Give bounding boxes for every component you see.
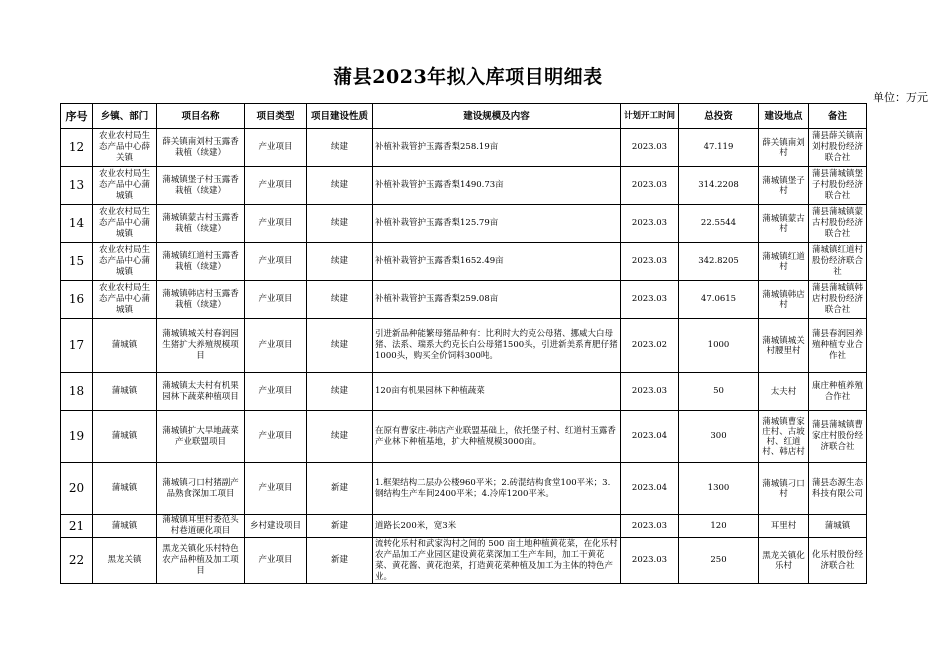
cell-town: 黑龙关镇	[93, 538, 157, 584]
cell-start: 2023.03	[621, 515, 679, 538]
cell-invest: 1300	[679, 463, 759, 515]
header-no: 序号	[61, 104, 93, 129]
cell-no: 20	[61, 463, 93, 515]
cell-nature: 续建	[307, 281, 373, 319]
header-type: 项目类型	[245, 104, 307, 129]
cell-location: 太夫村	[759, 373, 809, 411]
cell-start: 2023.03	[621, 167, 679, 205]
cell-type: 产业项目	[245, 129, 307, 167]
table-row	[61, 463, 867, 515]
cell-town: 蒲城镇	[93, 373, 157, 411]
cell-start: 2023.04	[621, 463, 679, 515]
cell-name: 黑龙关镇化乐村特色农产品种植及加工项目	[157, 538, 245, 584]
table-row	[61, 129, 867, 167]
cell-no: 15	[61, 243, 93, 281]
cell-remark: 蒲城镇红道村股份经济联合社	[809, 243, 867, 281]
cell-no: 16	[61, 281, 93, 319]
cell-type: 产业项目	[245, 411, 307, 463]
cell-invest: 314.2208	[679, 167, 759, 205]
cell-invest: 300	[679, 411, 759, 463]
header-name: 项目名称	[157, 104, 245, 129]
cell-invest: 250	[679, 538, 759, 584]
cell-nature: 续建	[307, 129, 373, 167]
cell-invest: 47.0615	[679, 281, 759, 319]
cell-location: 黑龙关镇化乐村	[759, 538, 809, 584]
cell-content: 补植补栽管护玉露香梨1490.73亩	[373, 167, 621, 205]
cell-name: 蒲城镇耳里村委范头村巷道硬化项目	[157, 515, 245, 538]
cell-no: 12	[61, 129, 93, 167]
cell-no: 21	[61, 515, 93, 538]
cell-town: 农业农村局生态产品中心薛关镇	[93, 129, 157, 167]
cell-type: 产业项目	[245, 319, 307, 373]
cell-type: 乡村建设项目	[245, 515, 307, 538]
cell-nature: 续建	[307, 411, 373, 463]
cell-remark: 康庄种植养殖合作社	[809, 373, 867, 411]
header-remark: 备注	[809, 104, 867, 129]
cell-location: 蒲城镇刁口村	[759, 463, 809, 515]
cell-start: 2023.03	[621, 538, 679, 584]
cell-content: 引进新品种能繁母猪品种有：比利时大约克公母猪、挪威大白母猪、法系、瑞系大约克长白公母猪1500头，引进新美系育肥仔猪1000头，购买全价饲料300吨。	[373, 319, 621, 373]
cell-name: 蒲城镇红道村玉露香栽植（续建）	[157, 243, 245, 281]
cell-name: 蒲城镇堡子村玉露香栽植（续建）	[157, 167, 245, 205]
cell-town: 农业农村局生态产品中心蒲城镇	[93, 281, 157, 319]
unit-label: 单位：万元	[873, 91, 928, 104]
cell-type: 产业项目	[245, 243, 307, 281]
header-location: 建设地点	[759, 104, 809, 129]
table-row	[61, 515, 867, 538]
cell-location: 蒲城镇城关村腰里村	[759, 319, 809, 373]
cell-remark: 蒲县蒲城镇韩店村股份经济联合社	[809, 281, 867, 319]
cell-invest: 342.8205	[679, 243, 759, 281]
cell-content: 120亩有机果园林下种植蔬菜	[373, 373, 621, 411]
cell-location: 蒲城镇堡子村	[759, 167, 809, 205]
cell-no: 17	[61, 319, 93, 373]
cell-town: 农业农村局生态产品中心蒲城镇	[93, 167, 157, 205]
cell-content: 1.框架结构二层办公楼960平米；2.砖混结构食堂100平米；3.钢结构生产车间2400平米；4.冷库1200平米。	[373, 463, 621, 515]
cell-name: 蒲城镇城关村春润园生猪扩大养殖规模项目	[157, 319, 245, 373]
cell-remark: 蒲县薛关镇南刘村股份经济联合社	[809, 129, 867, 167]
cell-town: 农业农村局生态产品中心蒲城镇	[93, 205, 157, 243]
cell-nature: 续建	[307, 205, 373, 243]
cell-start: 2023.03	[621, 373, 679, 411]
cell-name: 蒲城镇太夫村有机果园林下蔬菜种植项目	[157, 373, 245, 411]
cell-content: 道路长200米，宽3米	[373, 515, 621, 538]
cell-location: 耳里村	[759, 515, 809, 538]
cell-no: 14	[61, 205, 93, 243]
cell-start: 2023.03	[621, 243, 679, 281]
cell-name: 蒲城镇蒙古村玉露香栽植（续建）	[157, 205, 245, 243]
cell-start: 2023.03	[621, 281, 679, 319]
table-row	[61, 281, 867, 319]
cell-invest: 1000	[679, 319, 759, 373]
table-row	[61, 373, 867, 411]
cell-nature: 新建	[307, 538, 373, 584]
header-invest: 总投资	[679, 104, 759, 129]
cell-content: 流转化乐村和武家沟村之间的 500 亩土地种植黄花菜，在化乐村农产品加工产业园区建设黄花菜深加工生产车间，加工干黄花菜、黄花酱、黄花泡菜，打造黄花菜种植及加工为主体的特色产业。	[373, 538, 621, 584]
cell-invest: 47.119	[679, 129, 759, 167]
table-row	[61, 411, 867, 463]
cell-remark: 蒲城镇	[809, 515, 867, 538]
cell-type: 产业项目	[245, 373, 307, 411]
cell-no: 13	[61, 167, 93, 205]
cell-nature: 续建	[307, 373, 373, 411]
cell-start: 2023.02	[621, 319, 679, 373]
cell-nature: 续建	[307, 319, 373, 373]
cell-no: 19	[61, 411, 93, 463]
cell-location: 蒲城镇红道村	[759, 243, 809, 281]
table-row	[61, 167, 867, 205]
cell-location: 薛关镇南刘村	[759, 129, 809, 167]
cell-type: 产业项目	[245, 205, 307, 243]
cell-type: 产业项目	[245, 167, 307, 205]
cell-remark: 蒲县态源生态科技有限公司	[809, 463, 867, 515]
table-row	[61, 205, 867, 243]
page-title: 蒲县2023年拟入库项目明细表	[333, 66, 603, 88]
cell-remark: 蒲县蒲城镇蒙古村股份经济联合社	[809, 205, 867, 243]
cell-name: 蒲城镇韩店村玉露香栽植（续建）	[157, 281, 245, 319]
cell-start: 2023.03	[621, 205, 679, 243]
header-content: 建设规模及内容	[373, 104, 621, 129]
cell-content: 在原有曹家庄-韩店产业联盟基础上，依托堡子村、红道村玉露香产业林下种植基地，扩大种植规模3000亩。	[373, 411, 621, 463]
cell-content: 补植补栽管护玉露香梨125.79亩	[373, 205, 621, 243]
table-body	[61, 129, 867, 584]
header-town: 乡镇、部门	[93, 104, 157, 129]
cell-start: 2023.04	[621, 411, 679, 463]
cell-type: 产业项目	[245, 463, 307, 515]
cell-name: 蒲城镇扩大旱地蔬菜产业联盟项目	[157, 411, 245, 463]
table-row	[61, 243, 867, 281]
cell-type: 产业项目	[245, 281, 307, 319]
cell-nature: 新建	[307, 515, 373, 538]
cell-remark: 蒲县蒲城镇曹家庄村股份经济联合社	[809, 411, 867, 463]
cell-town: 蒲城镇	[93, 411, 157, 463]
cell-invest: 50	[679, 373, 759, 411]
cell-no: 18	[61, 373, 93, 411]
cell-name: 薛关镇南刘村玉露香栽植（续建）	[157, 129, 245, 167]
cell-invest: 22.5544	[679, 205, 759, 243]
cell-location: 蒲城镇蒙古村	[759, 205, 809, 243]
table-row	[61, 538, 867, 584]
cell-town: 蒲城镇	[93, 319, 157, 373]
cell-content: 补植补栽管护玉露香梨1652.49亩	[373, 243, 621, 281]
cell-content: 补植补栽管护玉露香梨259.08亩	[373, 281, 621, 319]
cell-name: 蒲城镇刁口村猪副产品熟食深加工项目	[157, 463, 245, 515]
cell-remark: 蒲县蒲城镇堡子村股份经济联合社	[809, 167, 867, 205]
cell-type: 产业项目	[245, 538, 307, 584]
cell-town: 蒲城镇	[93, 515, 157, 538]
table-row	[61, 319, 867, 373]
header-start: 计划开工时间	[621, 104, 679, 129]
cell-invest: 120	[679, 515, 759, 538]
cell-town: 农业农村局生态产品中心蒲城镇	[93, 243, 157, 281]
cell-nature: 新建	[307, 463, 373, 515]
cell-town: 蒲城镇	[93, 463, 157, 515]
cell-location: 蒲城镇韩店村	[759, 281, 809, 319]
cell-nature: 续建	[307, 243, 373, 281]
header-row	[61, 104, 867, 129]
project-table	[60, 103, 867, 584]
header-nature: 项目建设性质	[307, 104, 373, 129]
cell-no: 22	[61, 538, 93, 584]
cell-remark: 蒲县春润园养殖种植专业合作社	[809, 319, 867, 373]
cell-remark: 化乐村股份经济联合社	[809, 538, 867, 584]
cell-start: 2023.03	[621, 129, 679, 167]
cell-nature: 续建	[307, 167, 373, 205]
cell-content: 补植补栽管护玉露香梨258.19亩	[373, 129, 621, 167]
cell-location: 蒲城镇曹家庄村、古坡村、红道村、韩店村	[759, 411, 809, 463]
